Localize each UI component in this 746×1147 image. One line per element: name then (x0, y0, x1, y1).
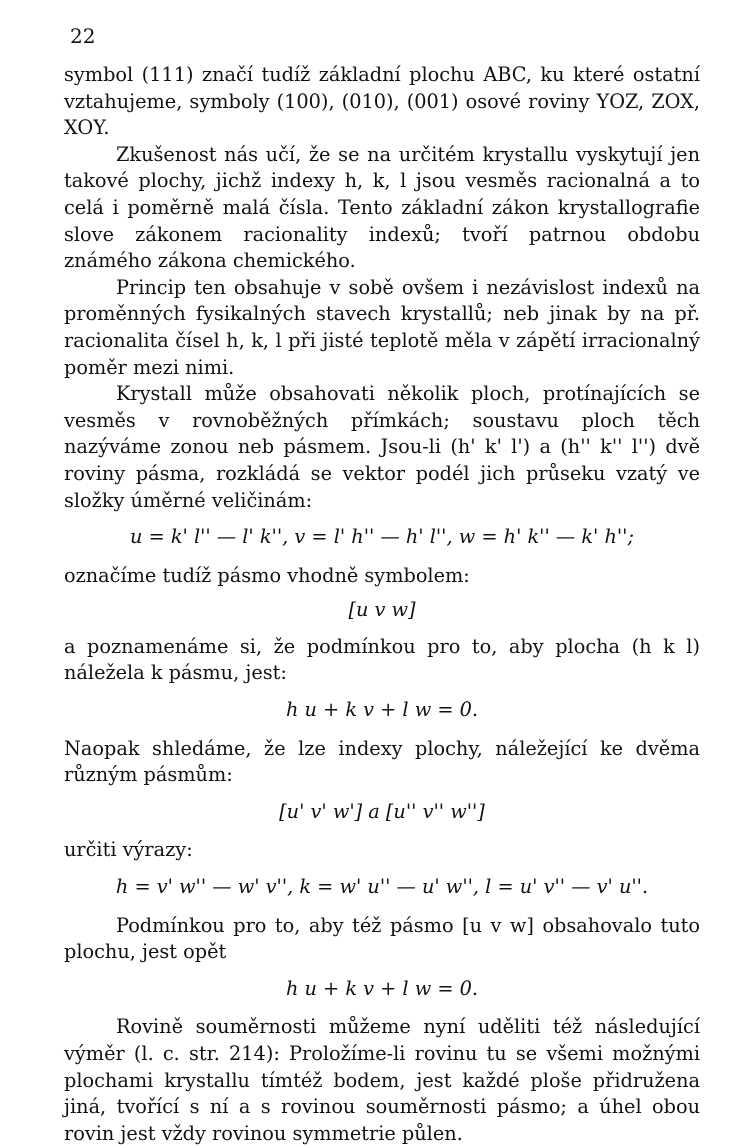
formula-zone-condition-2: h u + k v + l w = 0. (285, 976, 479, 1000)
paragraph-10: Rovině souměrnosti můžeme nyní uděliti též následující výměr (l. c. str. 214): Proložíme-li rovinu tu se všemi možnými plochami krystallu tímtéž bodem, jest každé ploše přidružena jiná, tvořící s ní a s rovinou souměrnosti pásmo; a úhel obou rovin jest vždy rovinou symmetrie půlen. (64, 1015, 700, 1145)
formula-uvw: u = k' l'' — l' k'', v = l' h'' — h' l'', w = h' k'' — k' h''; (130, 525, 634, 549)
paragraph-2: Zkušenost nás učí, že se na určitém krystallu vyskytují jen takové plochy, jichž indexy h, k, l jsou vesměs racionalná a to celá i poměrně malá čísla. Tento základní zákon krystallografie slove zákonem racionality indexů; tvoří patrnou obdobu známého zákona chemického. (64, 142, 700, 273)
paragraph-9: Podmínkou pro to, aby též pásmo [u v w] obsahovalo tuto plochu, jest opět (64, 913, 700, 964)
paragraph-8: určiti výrazy: (64, 838, 193, 862)
paragraph-6: a poznamenáme si, že podmínkou pro to, aby plocha (h k l) náležela k pásmu, jest: (64, 634, 700, 685)
formula-hkl: h = v' w'' — w' v'', k = w' u'' — u' w'', l = u' v'' — v' u''. (115, 875, 649, 899)
paragraph-5: označíme tudíž pásmo vhodně symbolem: (64, 563, 470, 587)
paragraph-7: Naopak shledáme, že lze indexy plochy, náležející ke dvěma různým pásmům: (64, 736, 700, 787)
formula-zone-symbol: [u v w] (348, 598, 416, 622)
page-number: 22 (70, 24, 96, 48)
page-body (64, 62, 700, 1147)
paragraph-3: Princip ten obsahuje v sobě ovšem i nezávislost indexů na proměnných fysikalných stavech krystallů; neb jinak by na př. racionalita čísel h, k, l při jisté teplotě měla v zápětí irracionalný poměr mezi nimi. (64, 275, 700, 379)
paragraph-1: symbol (111) značí tudíž základní plochu ABC, ku které ostatní vztahujeme, symboly (100), (010), (001) osové roviny YOZ, ZOX, XOY. (64, 63, 700, 140)
formula-zone-condition: h u + k v + l w = 0. (285, 698, 479, 722)
formula-two-zones: [u' v' w'] a [u'' v'' w''] (279, 799, 485, 823)
paragraph-4: Krystall může obsahovati několik ploch, protínajících se vesměs v rovnoběžných přímkách; soustavu ploch těch nazýváme zonou neb pásmem. Jsou-li (h' k' l') a (h'' k'' l'') dvě roviny pásma, rozkládá se vektor podél jich průseku vzatý ve složky úměrné veličinám: (64, 382, 700, 512)
